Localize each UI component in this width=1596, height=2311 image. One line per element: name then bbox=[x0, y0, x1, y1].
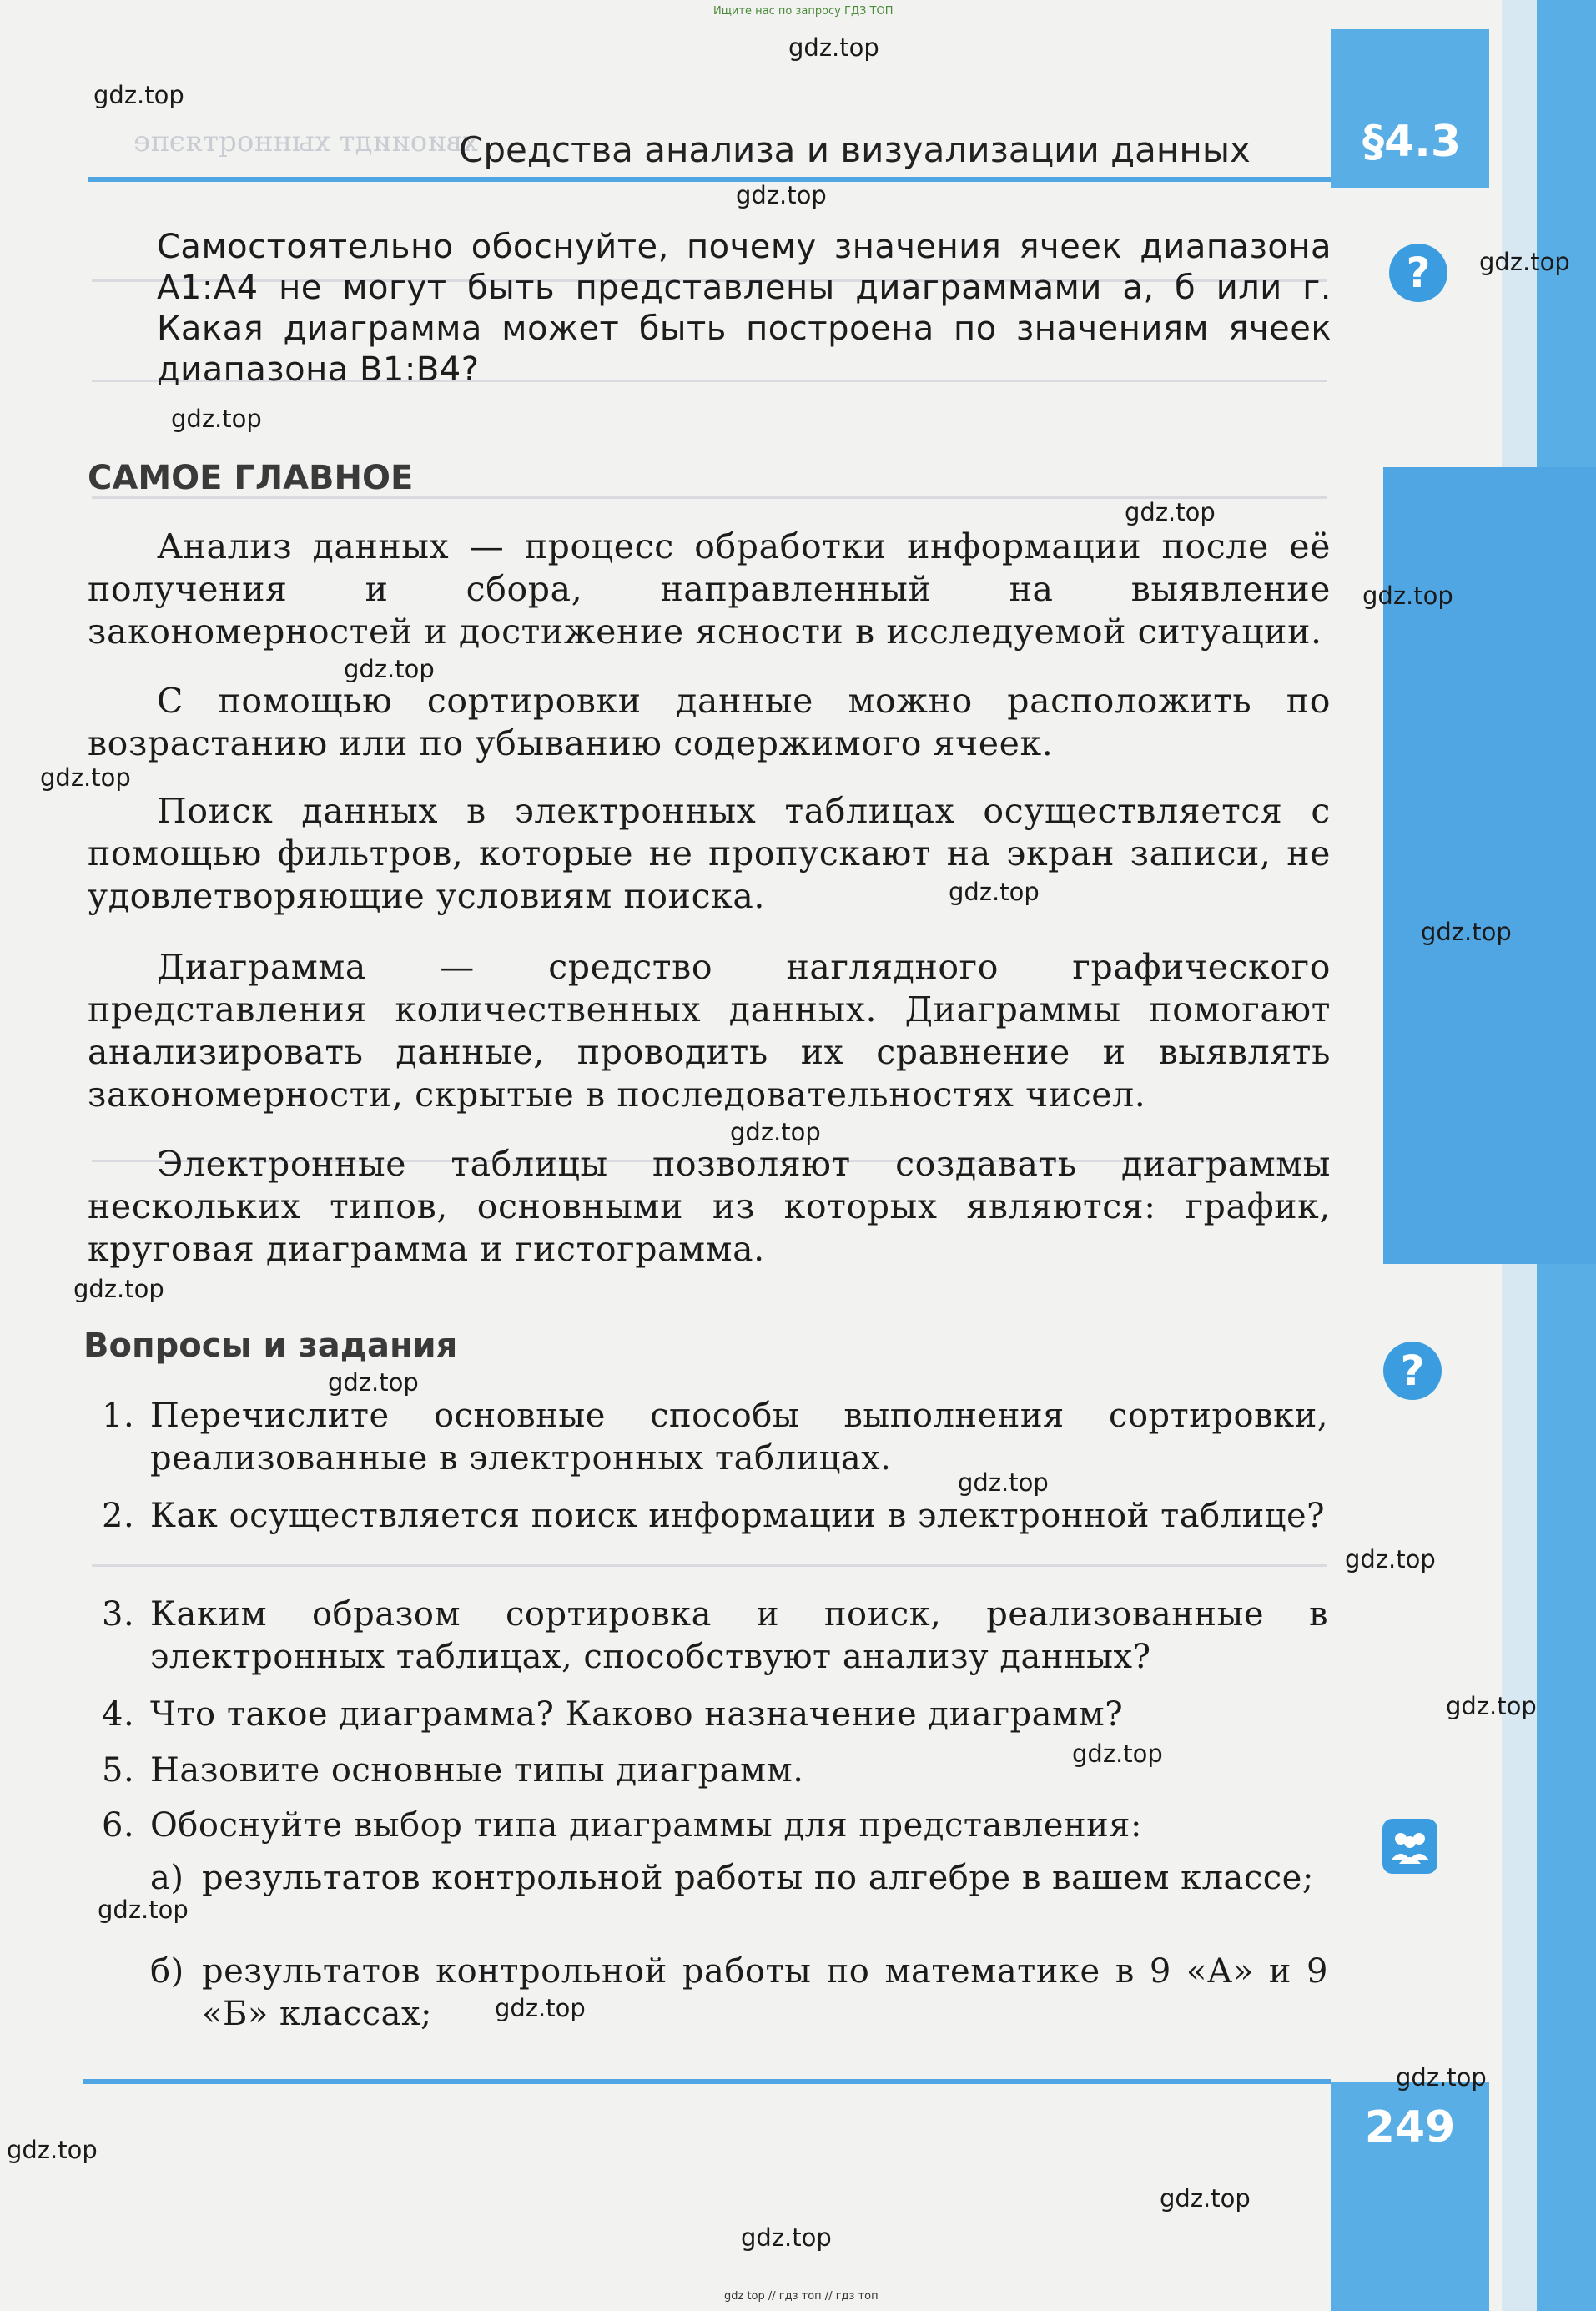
watermark: gdz.top bbox=[1125, 498, 1216, 526]
watermark: gdz.top bbox=[73, 1275, 164, 1303]
watermark: gdz.top bbox=[741, 2223, 832, 2252]
summary-paragraph: Поиск данных в электронных таблицах осуществляется с помощью фильтров, которые не пропускают на экран записи, не удовлетворяющие условиям поиска. bbox=[88, 791, 1331, 916]
question-icon: ? bbox=[1389, 244, 1447, 302]
header-rule bbox=[88, 177, 1331, 182]
watermark: gdz.top bbox=[93, 81, 184, 109]
watermark: gdz.top bbox=[730, 1118, 821, 1146]
subquestion-item bbox=[150, 1951, 1328, 2042]
watermark: gdz.top bbox=[1479, 248, 1570, 276]
question-number: 1. bbox=[102, 1397, 135, 1435]
watermark: gdz.top bbox=[98, 1896, 189, 1924]
footer-rule bbox=[83, 2079, 1331, 2084]
question-text: Что такое диаграмма? Каково назначение диаграмм? bbox=[150, 1695, 1124, 1734]
summary-paragraph: Диаграмма — средство наглядного графического представления количественных данных. Диаграммы помогают анализировать данные, проводить их сравнение и выявлять закономерности, скрытые в последовательностях чисел. bbox=[88, 947, 1331, 1115]
subquestion-text: результатов контрольной работы по математике в 9 «А» и 9 «Б» классах; bbox=[202, 1952, 1328, 2033]
summary-heading: САМОЕ ГЛАВНОЕ bbox=[88, 459, 414, 497]
question-number: 3. bbox=[102, 1595, 135, 1634]
section-number: §4.3 bbox=[1362, 117, 1462, 167]
question-icon: ? bbox=[1383, 1342, 1442, 1400]
watermark: gdz.top bbox=[1072, 1740, 1163, 1768]
watermark: gdz.top bbox=[958, 1468, 1049, 1497]
questions-heading: Вопросы и задания bbox=[83, 1327, 458, 1365]
question-text: Перечислите основные способы выполнения сортировки, реализованные в электронных таблицах. bbox=[150, 1397, 1328, 1478]
summary-paragraph: Электронные таблицы позволяют создавать диаграммы нескольких типов, основными из которых являются: график, круговая диаграмма и гистограмма. bbox=[88, 1144, 1331, 1269]
top-note: Ищите нас по запросу ГДЗ ТОП bbox=[713, 5, 894, 18]
summary-paragraph: Анализ данных — процесс обработки информации после её получения и сбора, направленный на выявление закономерностей и достижение ясности в исследуемой ситуации. bbox=[88, 526, 1331, 652]
group-work-icon-glyph bbox=[1382, 1819, 1437, 1874]
watermark: gdz.top bbox=[788, 33, 879, 62]
summary-paragraph: С помощью сортировки данные можно расположить по возрастанию или по убыванию содержимого ячеек. bbox=[88, 681, 1331, 763]
watermark: gdz.top bbox=[328, 1368, 419, 1397]
question-text: Назовите основные типы диаграмм. bbox=[150, 1751, 804, 1790]
question-item bbox=[102, 1395, 1328, 1487]
subquestion-item bbox=[150, 1857, 1328, 1949]
watermark: gdz.top bbox=[736, 181, 827, 209]
question-number: 4. bbox=[102, 1695, 135, 1734]
question-text: Как осуществляется поиск информации в электронной таблице? bbox=[150, 1497, 1326, 1535]
question-number: 2. bbox=[102, 1497, 135, 1535]
watermark: gdz.top bbox=[949, 878, 1040, 906]
question-text: Каким образом сортировка и поиск, реализованные в электронных таблицах, способствуют анализу данных? bbox=[150, 1595, 1328, 1676]
watermark: gdz.top bbox=[7, 2136, 98, 2164]
subquestion-label: а) bbox=[150, 1859, 184, 1897]
watermark: gdz.top bbox=[40, 763, 131, 792]
watermark: gdz.top bbox=[1396, 2063, 1487, 2092]
watermark: gdz.top bbox=[1362, 582, 1453, 610]
watermark: gdz.top bbox=[1345, 1545, 1436, 1573]
watermark: gdz.top bbox=[495, 1994, 586, 2022]
question-number: 5. bbox=[102, 1751, 135, 1790]
subquestion-label: б) bbox=[150, 1952, 184, 1991]
watermark: gdz.top bbox=[1421, 918, 1512, 946]
intro-paragraph: Самостоятельно обоснуйте, почему значения ячеек диапазона A1:A4 не могут быть представлены диаграммами а, б или г. Какая диаграмма может быть построена по значениям ячеек диапазона B1:B4? bbox=[157, 228, 1332, 389]
subquestion-text: результатов контрольной работы по алгебре в вашем классе; bbox=[202, 1859, 1314, 1897]
watermark: gdz.top bbox=[171, 405, 262, 433]
ghost-text: хвиоиидт хынноqтяэпе bbox=[133, 125, 479, 159]
watermark: gdz.top bbox=[1160, 2184, 1251, 2213]
question-number: 6. bbox=[102, 1806, 135, 1845]
bottom-note: gdz top // гдз топ // гдз топ bbox=[724, 2290, 879, 2303]
watermark: gdz.top bbox=[1446, 1692, 1537, 1720]
page-number: 249 bbox=[1364, 2102, 1456, 2152]
watermark: gdz.top bbox=[344, 655, 435, 683]
question-item bbox=[102, 1594, 1328, 1685]
question-item bbox=[102, 1495, 1328, 1587]
running-title: Средства анализа и визуализации данных bbox=[459, 129, 1251, 170]
question-text: Обоснуйте выбор типа диаграммы для представления: bbox=[150, 1806, 1142, 1845]
group-work-icon bbox=[1382, 1819, 1437, 1874]
